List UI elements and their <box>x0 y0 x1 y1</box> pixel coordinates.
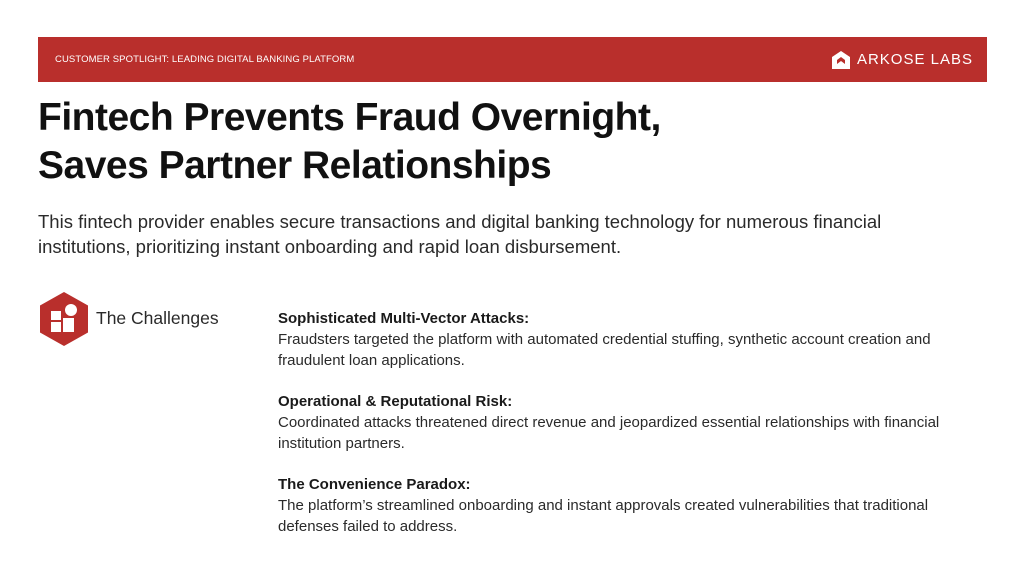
item-heading: Sophisticated Multi-Vector Attacks: <box>278 310 530 327</box>
item-heading: Operational & Reputational Risk: <box>278 393 513 410</box>
header-banner <box>38 37 987 82</box>
title-line-2: Saves Partner Relationships <box>38 144 552 187</box>
title-line-1: Fintech Prevents Fraud Overnight, <box>38 96 661 139</box>
list-item <box>278 392 968 454</box>
list-item <box>278 475 968 537</box>
item-heading: The Convenience Paradox: <box>278 476 471 493</box>
section-title: The Challenges <box>96 308 219 328</box>
logo-text: ARKOSE LABS <box>856 51 973 68</box>
item-body: Fraudsters targeted the platform with automated credential stuffing, synthetic account creation and fraudulent loan applications. <box>278 331 931 369</box>
puzzle-icon <box>38 291 90 352</box>
spotlight-tag: CUSTOMER SPOTLIGHT: LEADING DIGITAL BANKING PLATFORM <box>55 54 355 65</box>
page-title <box>38 94 661 190</box>
arkose-labs-logo <box>831 50 973 70</box>
item-body: Coordinated attacks threatened direct revenue and jeopardized essential relationships with financial institution partners. <box>278 414 940 452</box>
item-body: The platform’s streamlined onboarding and instant approvals created vulnerabilities that traditional defenses failed to address. <box>278 497 929 535</box>
list-item <box>278 309 968 371</box>
arkose-logo-icon <box>831 50 851 70</box>
challenges-list <box>278 309 968 558</box>
intro-paragraph: This fintech provider enables secure transactions and digital banking technology for numerous financial institutions, prioritizing instant onboarding and rapid loan disbursement. <box>38 211 882 257</box>
